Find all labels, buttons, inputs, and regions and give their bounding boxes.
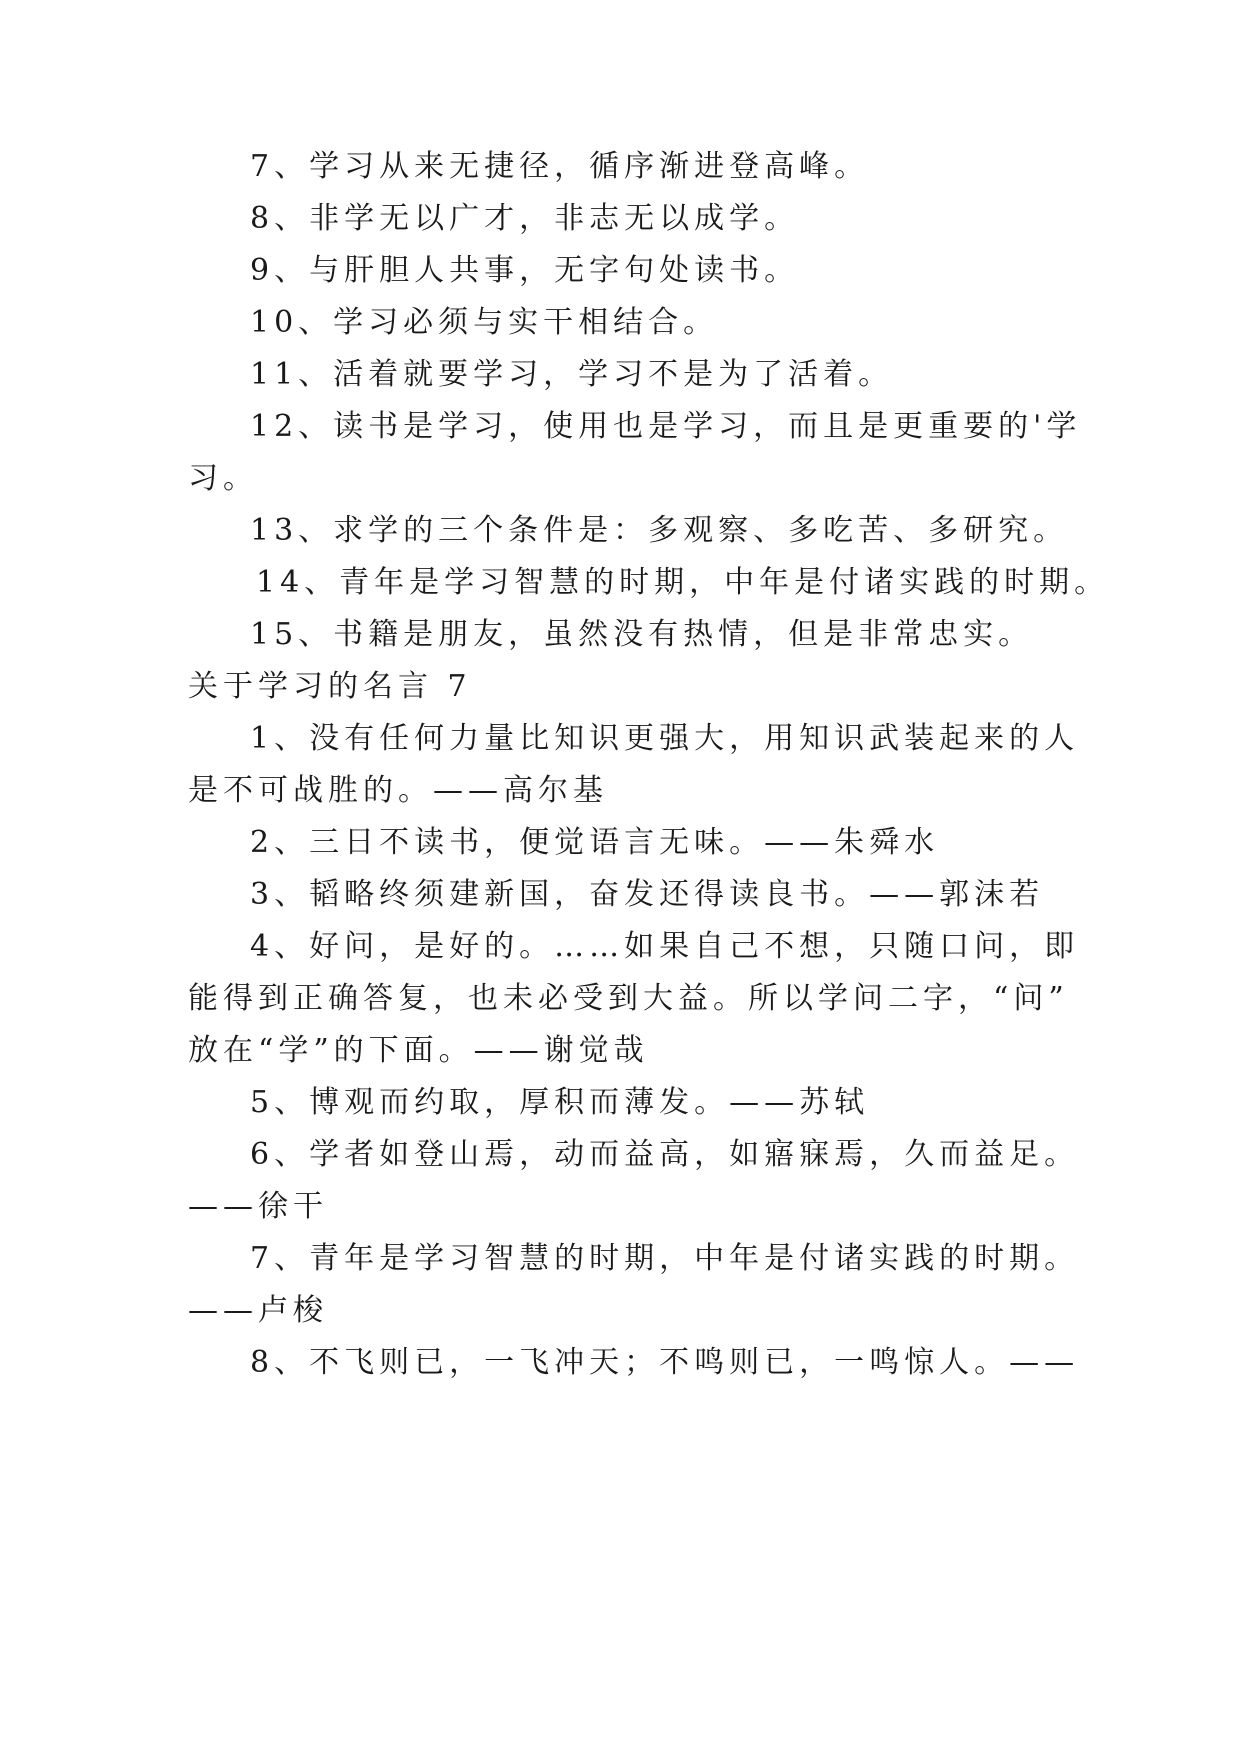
quote-line: 13、求学的三个条件是：多观察、多吃苦、多研究。	[250, 513, 1069, 548]
quote-line: 6、学者如登山焉，动而益高，如寤寐焉，久而益足。	[250, 1137, 1080, 1172]
quote-line: 1、没有任何力量比知识更强大，用知识武装起来的人	[250, 721, 1080, 756]
quote-line: 2、三日不读书，便觉语言无味。——朱舜水	[250, 825, 940, 860]
quote-line: 11、活着就要学习，学习不是为了活着。	[250, 357, 894, 392]
quote-continuation: 习。	[188, 461, 258, 496]
quote-continuation: 放在“学”的下面。——谢觉哉	[188, 1033, 649, 1068]
quote-line: 12、读书是学习，使用也是学习，而且是更重要的'学	[250, 409, 1082, 444]
quote-line: 4、好问，是好的。……如果自己不想，只随口问，即	[250, 929, 1080, 964]
quote-line: 7、学习从来无捷径，循序渐进登高峰。	[250, 149, 870, 184]
quote-line: 5、博观而约取，厚积而薄发。——苏轼	[250, 1085, 870, 1120]
quote-line: 8、不飞则已，一飞冲天；不鸣则已，一鸣惊人。——	[250, 1345, 1080, 1380]
quote-line: 7、青年是学习智慧的时期，中年是付诸实践的时期。	[250, 1241, 1080, 1276]
quote-continuation: ——徐干	[188, 1189, 328, 1224]
quote-line: 15、书籍是朋友，虽然没有热情，但是非常忠实。	[250, 617, 1034, 652]
quote-line: 9、与肝胆人共事，无字句处读书。	[250, 253, 800, 288]
quote-line: 3、韬略终须建新国，奋发还得读良书。——郭沫若	[250, 877, 1045, 912]
section-heading: 关于学习的名言 7	[188, 669, 472, 704]
quote-line: 10、学习必须与实干相结合。	[250, 305, 719, 340]
quote-continuation: ——卢梭	[188, 1293, 328, 1328]
quote-continuation: 能得到正确答复，也未必受到大益。所以学问二字，“问”	[188, 981, 1069, 1016]
quote-continuation: 是不可战胜的。——高尔基	[188, 773, 608, 808]
quote-line: 14、青年是学习智慧的时期，中年是付诸实践的时期。	[256, 565, 1110, 600]
quote-line: 8、非学无以广才，非志无以成学。	[250, 201, 800, 236]
